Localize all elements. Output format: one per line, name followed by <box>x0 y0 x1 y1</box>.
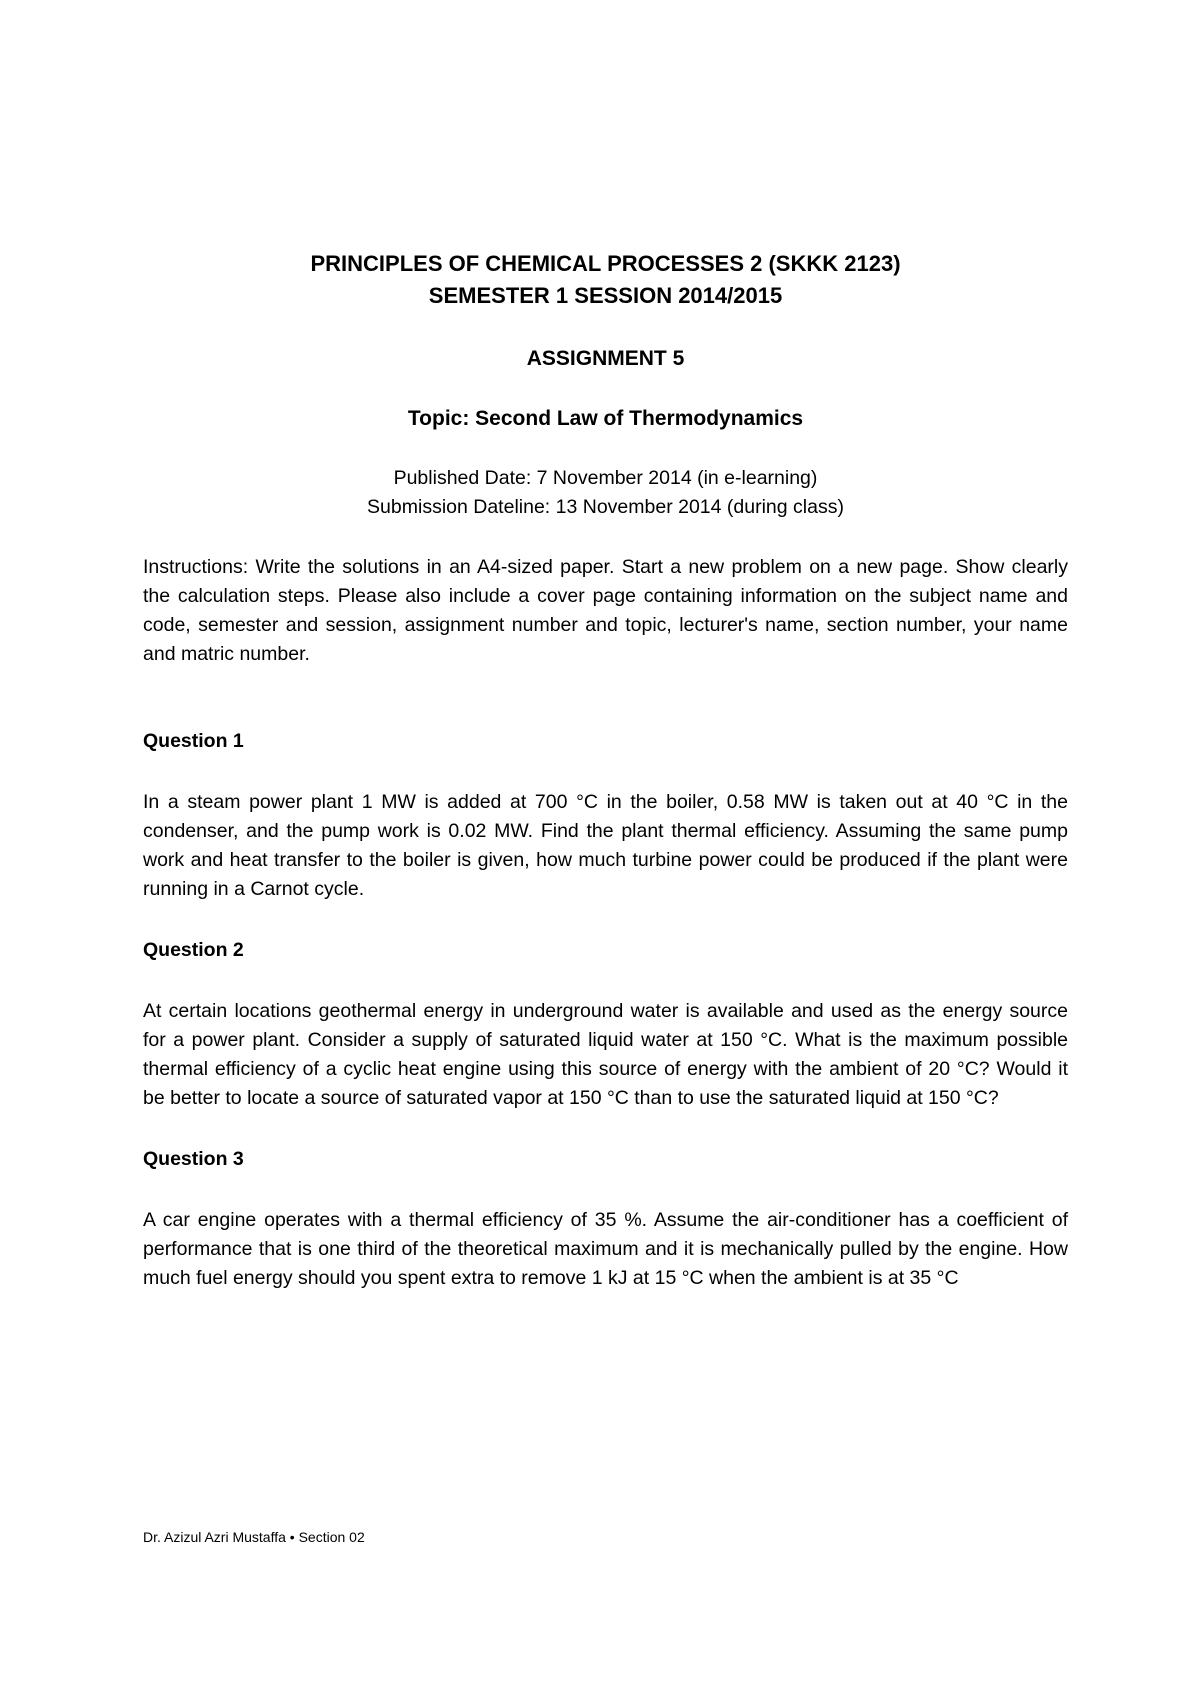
footer-text: Dr. Azizul Azri Mustaffa • Section 02 <box>143 1529 365 1545</box>
published-date: Published Date: 7 November 2014 (in e-learning) <box>393 467 818 489</box>
course-title: PRINCIPLES OF CHEMICAL PROCESSES 2 (SKKK 2123) <box>310 251 901 276</box>
question-3-heading: Question 3 <box>143 1148 244 1170</box>
document-content <box>143 248 1068 1293</box>
assignment-title: ASSIGNMENT 5 <box>526 347 685 370</box>
dates-block <box>143 464 1068 522</box>
instructions-text: Instructions: Write the solutions in an A4-sized paper. Start a new problem on a new page. Show clearly the calculation steps. Please also include a cover page containing information on the subject name and code, semester and session, assignment number and topic, lecturer's name, section number, your name and matric number. <box>143 556 1068 665</box>
question-1-heading: Question 1 <box>143 730 244 752</box>
submission-deadline: Submission Dateline: 13 November 2014 (during class) <box>367 496 844 518</box>
question-1-body: In a steam power plant 1 MW is added at 700 °C in the boiler, 0.58 MW is taken out at 40 °C in the condenser, and the pump work is 0.02 MW. Find the plant thermal efficiency. Assuming the same pump work and heat transfer to the boiler is given, how much turbine power could be produced if the plant were running in a Carnot cycle. <box>143 791 1068 900</box>
question-3-body: A car engine operates with a thermal efficiency of 35 %. Assume the air-conditioner has a coefficient of performance that is one third of the theoretical maximum and it is mechanically pulled by the engine. How much fuel energy should you spent extra to remove 1 kJ at 15 °C when the ambient is at 35 °C <box>143 1209 1068 1289</box>
question-2-body: At certain locations geothermal energy in underground water is available and used as the energy source for a power plant. Consider a supply of saturated liquid water at 150 °C. What is the maximum possible thermal efficiency of a cyclic heat engine using this source of energy with the ambient of 20 °C? Would it be better to locate a source of saturated vapor at 150 °C than to use the saturated liquid at 150 °C? <box>143 1000 1068 1109</box>
topic-title: Topic: Second Law of Thermodynamics <box>407 407 804 430</box>
semester-session: SEMESTER 1 SESSION 2014/2015 <box>428 283 783 308</box>
question-2-heading: Question 2 <box>143 939 244 961</box>
